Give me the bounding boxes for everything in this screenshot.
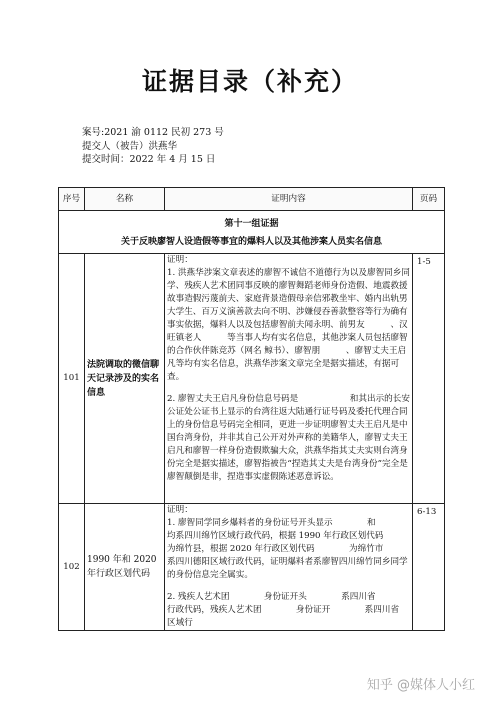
submit-time: 提交时间：2022 年 4 月 15 日	[82, 154, 216, 165]
page-range: 6-13	[413, 504, 445, 631]
group-subtitle: 关于反映廖智人设造假等事宜的爆料人以及其他涉案人员实名信息	[120, 237, 382, 247]
proof-paragraph: 1. 廖智同学同乡爆料者的身份证号开头显示 和 均系四川绵竹区域行政代码，根据 1990 年行政区划代码 为绵竹县，根据 2020 年行政区划代码 为绵竹市 系四川德阳区域行政代码，证明爆料者系廖智四川绵竹同乡同学的身份信息完全属实。	[167, 518, 418, 580]
submitter: 提交人（被告）洪燕华	[82, 140, 178, 152]
proof-paragraph: 2. 廖智丈夫王启凡身份信息号码是 和其出示的长安公证处公证书上显示的台湾往返大陆通行证号码及委托代理合同上的身份信息号码完全相同，更进一步证明廖智丈夫王启凡是中国台湾身份，并非其自己公开对外声称的美籍华人，廖智丈夫王启凡和廖智一样身份造假欺骗大众，洪燕华指其丈夫实则台湾身份完全是据实描述，廖智指被告“捏造其丈夫是台湾身份”完全是廖智颠倒是非，捏造事实虚假陈述恶意诉讼。	[167, 394, 410, 482]
row-number: 101	[59, 254, 85, 504]
table-row	[59, 254, 445, 504]
proof-paragraph: 1. 洪燕华涉案文章表述的廖智不诚信不道德行为以及廖智同乡同学、残疾人艺术团同事反映的廖智舞蹈老师身份造假、地震救援故事造假污蔑前夫、家庭背景造假母亲信邪教坐牢、婚内出轨男大学生、百万义演善款去向不明、涉嫌侵吞善款整容等行为确有事实依据，爆料人以及包括廖智前夫闻永明、前男友 、汉旺镇老人 等当事人均有实名信息，其他涉案人员包括廖智的合作伙伴陈竞苏（网名 鲸书）、廖智朋 、廖智丈夫王启凡等均有实名信息，洪燕华涉案文章完全是据实描述，有据可查。	[167, 268, 410, 382]
document-meta	[82, 126, 224, 167]
row-number: 102	[59, 504, 85, 631]
group-row	[59, 211, 445, 254]
case-number: 案号:2021 渝 0112 民初 273 号	[82, 127, 224, 138]
proof-paragraph: 2. 残疾人艺术团 身份证开头 系四川省 行政代码，残疾人艺术团 身份证开 系四川省 区域行	[167, 592, 451, 628]
proof-label: 证明：	[167, 255, 193, 265]
evidence-name: 法院调取的微信聊天记录涉及的实名信息	[85, 254, 165, 504]
header-no: 序号	[59, 188, 85, 211]
evidence-name: 1990 年和 2020 年行政区划代码	[85, 504, 165, 631]
header-name: 名称	[85, 188, 165, 211]
evidence-table	[58, 187, 451, 631]
proof-label: 证明：	[167, 505, 193, 515]
document-title: 证据目录（补充）	[141, 67, 358, 96]
header-content: 证明内容	[165, 188, 413, 211]
group-title: 第十一组证据	[224, 219, 279, 229]
page-range: 1-5	[413, 254, 445, 504]
header-pages: 页码	[413, 188, 445, 211]
table-header-row	[59, 188, 445, 211]
table-row	[59, 504, 445, 631]
watermark: 知乎 @媒体人小红	[366, 678, 475, 693]
proof-content	[165, 254, 413, 504]
